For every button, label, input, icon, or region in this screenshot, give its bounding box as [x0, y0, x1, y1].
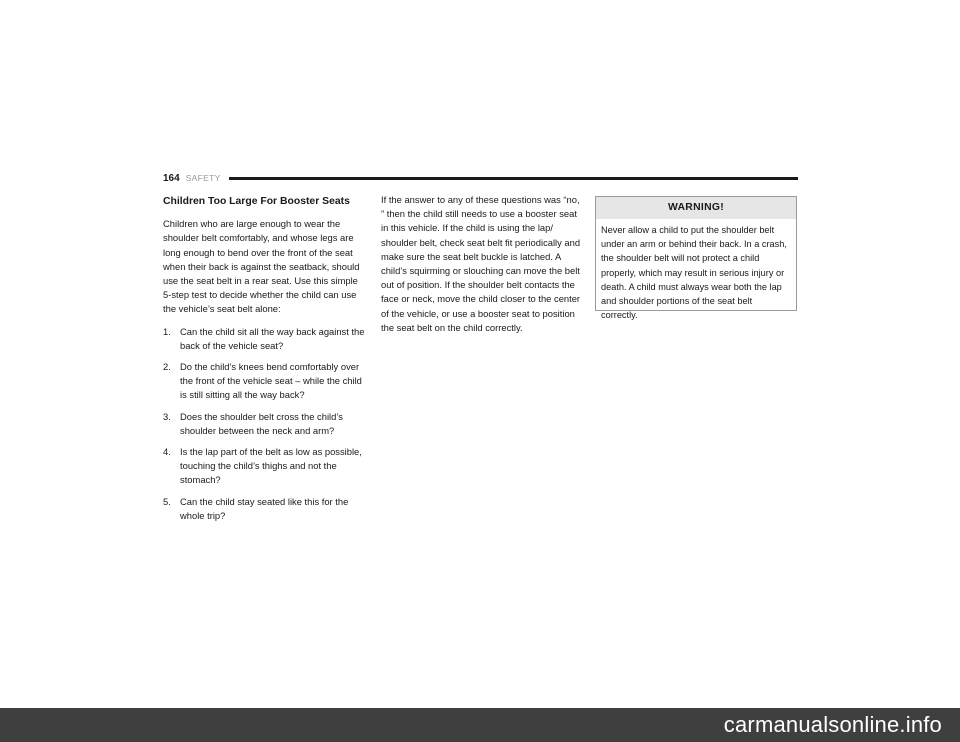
warning-box	[595, 196, 797, 321]
watermark-text: carmanualsonline.info	[723, 712, 942, 737]
step-text: Is the lap part of the belt as low as possible, touching the child’s thighs and not the stomach?	[180, 446, 362, 486]
middle-column	[381, 193, 585, 335]
watermark-banner	[0, 708, 960, 742]
list-item	[163, 325, 367, 353]
answer-paragraph: If the answer to any of these questions was “no, ” then the child still needs to use a booster seat in this vehicle. If the child is using the lap/ shoulder belt, check seat belt fit periodically and make sure the seat belt buckle is latched. A child’s squirming or slouching can move the belt out of position. If the shoulder belt contacts the face or neck, move the child closer to the center of the vehicle, or use a booster seat to position the seat belt on the child correctly.	[381, 194, 581, 333]
list-item	[163, 410, 367, 438]
step-list	[163, 325, 367, 523]
step-text: Does the shoulder belt cross the child’s shoulder between the neck and arm?	[180, 410, 343, 436]
step-number: 4.	[163, 446, 171, 458]
step-text: Do the child’s knees bend comfortably over the front of the vehicle seat – while the child is still sitting all the way back?	[180, 361, 362, 401]
section-title: SAFETY	[185, 173, 221, 183]
header-rule	[229, 177, 798, 180]
page-number: 164	[163, 172, 180, 184]
step-number: 3.	[163, 410, 171, 422]
page-header	[163, 171, 798, 185]
step-text: Can the child stay seated like this for the whole trip?	[180, 495, 349, 521]
list-item	[163, 495, 367, 523]
step-number: 1.	[163, 325, 171, 337]
step-text: Can the child sit all the way back against the back of the vehicle seat?	[180, 325, 365, 351]
left-column	[163, 195, 367, 530]
warning-text: Never allow a child to put the shoulder belt under an arm or behind their back. In a crash, the shoulder belt will not protect a child properly, which may result in serious injury or death. A child must always wear both the lap and shoulder portions of the seat belt correctly.	[601, 225, 787, 321]
section-heading: Children Too Large For Booster Seats	[163, 196, 350, 207]
list-item	[163, 445, 367, 488]
step-number: 5.	[163, 495, 171, 507]
list-item	[163, 360, 367, 403]
step-number: 2.	[163, 361, 171, 373]
warning-title: WARNING!	[596, 197, 796, 219]
intro-paragraph: Children who are large enough to wear the shoulder belt comfortably, and whose legs are long enough to bend over the front of the seat when their back is against the seatback, should use the seat belt in a rear seat. Use this simple 5-step test to decide whether the child can use the vehicle’s seat belt alone:	[163, 218, 360, 315]
